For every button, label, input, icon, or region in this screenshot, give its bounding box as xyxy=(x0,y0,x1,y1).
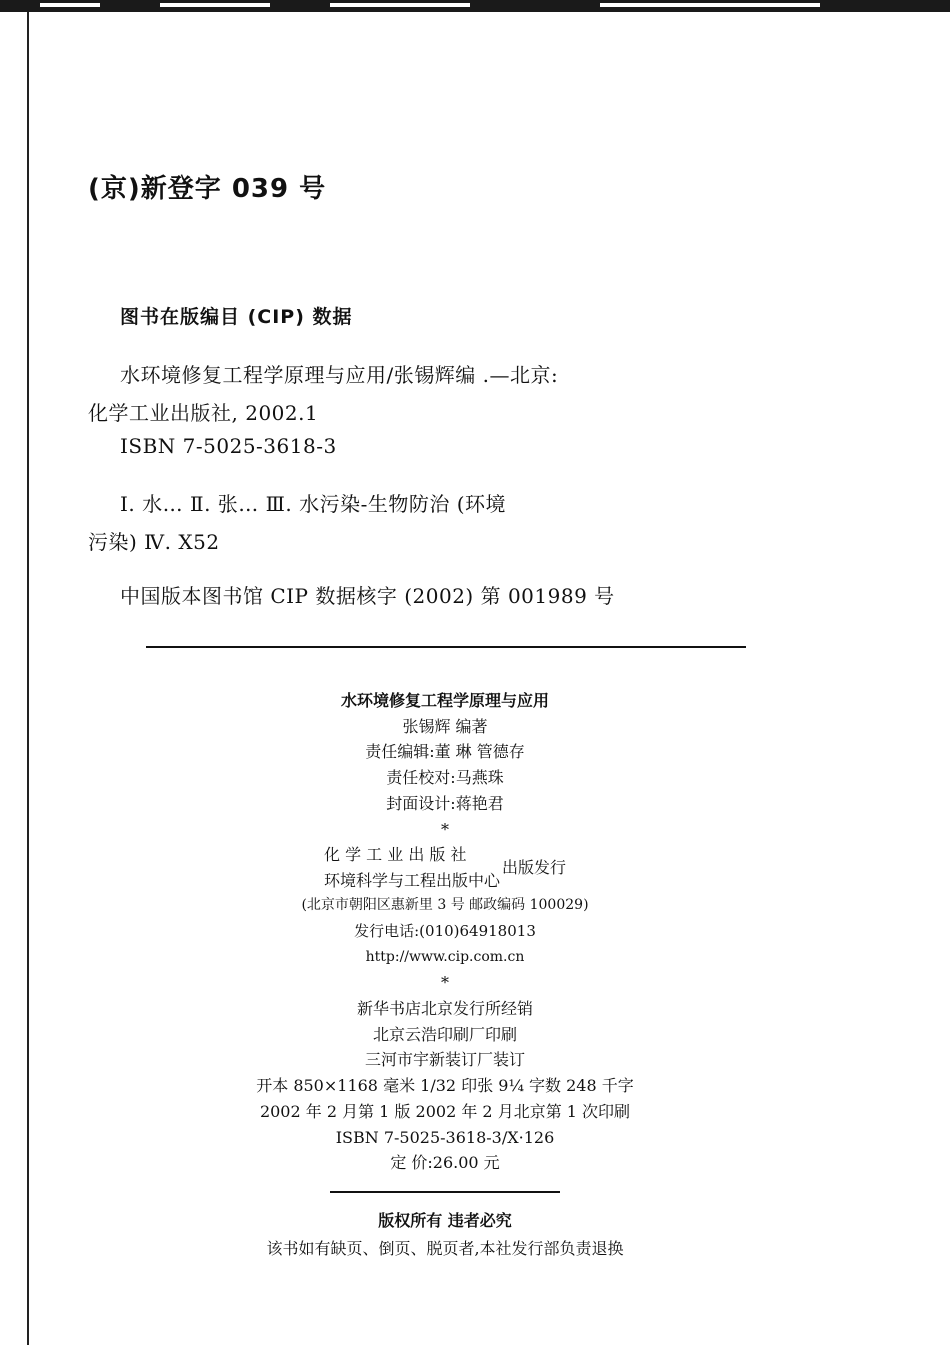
scan-top-border xyxy=(0,0,950,12)
divider-top xyxy=(146,646,746,648)
copyright-notice: 版权所有 违者必究 xyxy=(378,1211,512,1230)
separator-star: * xyxy=(441,819,449,839)
cip-heading: 图书在版编目 (CIP) 数据 xyxy=(120,306,353,328)
publisher-address: (北京市朝阳区惠新里 3 号 邮政编码 100029) xyxy=(301,897,589,914)
cip-line-2: 化学工业出版社, 2002.1 xyxy=(88,401,319,425)
credits-block xyxy=(150,688,740,1176)
registration-number: (京)新登字 039 号 xyxy=(88,174,327,204)
printer-line: 北京云浩印刷厂印刷 xyxy=(372,1024,517,1044)
proofreader-line: 责任校对:马燕珠 xyxy=(386,768,504,788)
publisher-name: 化 学 工 业 出 版 社 xyxy=(323,845,467,865)
phone-line: 发行电话:(010)64918013 xyxy=(354,921,536,940)
book-title: 水环境修复工程学原理与应用 xyxy=(340,691,549,710)
publish-action: 出版发行 xyxy=(502,857,567,877)
cip-line-4: Ⅰ. 水… Ⅱ. 张… Ⅲ. 水污染-生物防治 (环境 xyxy=(120,492,507,516)
author-line: 张锡辉 编著 xyxy=(402,716,488,736)
divider-bottom xyxy=(330,1191,560,1193)
isbn-line: ISBN 7-5025-3618-3/X·126 xyxy=(335,1127,555,1147)
editor-line: 责任编辑:董 琳 管德存 xyxy=(365,742,525,762)
cip-line-5: 污染) Ⅳ. X52 xyxy=(88,530,220,554)
website-url: http://www.cip.com.cn xyxy=(365,948,525,965)
edition-line: 2002 年 2 月第 1 版 2002 年 2 月北京第 1 次印刷 xyxy=(259,1101,631,1121)
price-line: 定 价:26.00 元 xyxy=(390,1153,500,1173)
cover-design-line: 封面设计:蒋艳君 xyxy=(386,793,504,813)
scan-left-border xyxy=(27,12,29,1345)
distributor-line: 新华书店北京发行所经销 xyxy=(356,999,533,1019)
binder-line: 三河市宇新装订厂装订 xyxy=(364,1050,525,1070)
publisher-center: 环境科学与工程出版中心 xyxy=(323,870,500,890)
cip-line-6: 中国版本图书馆 CIP 数据核字 (2002) 第 001989 号 xyxy=(120,584,615,608)
cip-line-3: ISBN 7-5025-3618-3 xyxy=(120,434,337,458)
replacement-notice: 该书如有缺页、倒页、脱页者,本社发行部负责退换 xyxy=(266,1239,624,1258)
cip-line-1: 水环境修复工程学原理与应用/张锡辉编 .—北京: xyxy=(120,363,559,387)
publisher-block xyxy=(150,842,740,893)
format-line: 开本 850×1168 毫米 1/32 印张 9¼ 字数 248 千字 xyxy=(256,1076,634,1096)
separator-star-2: * xyxy=(441,973,449,993)
